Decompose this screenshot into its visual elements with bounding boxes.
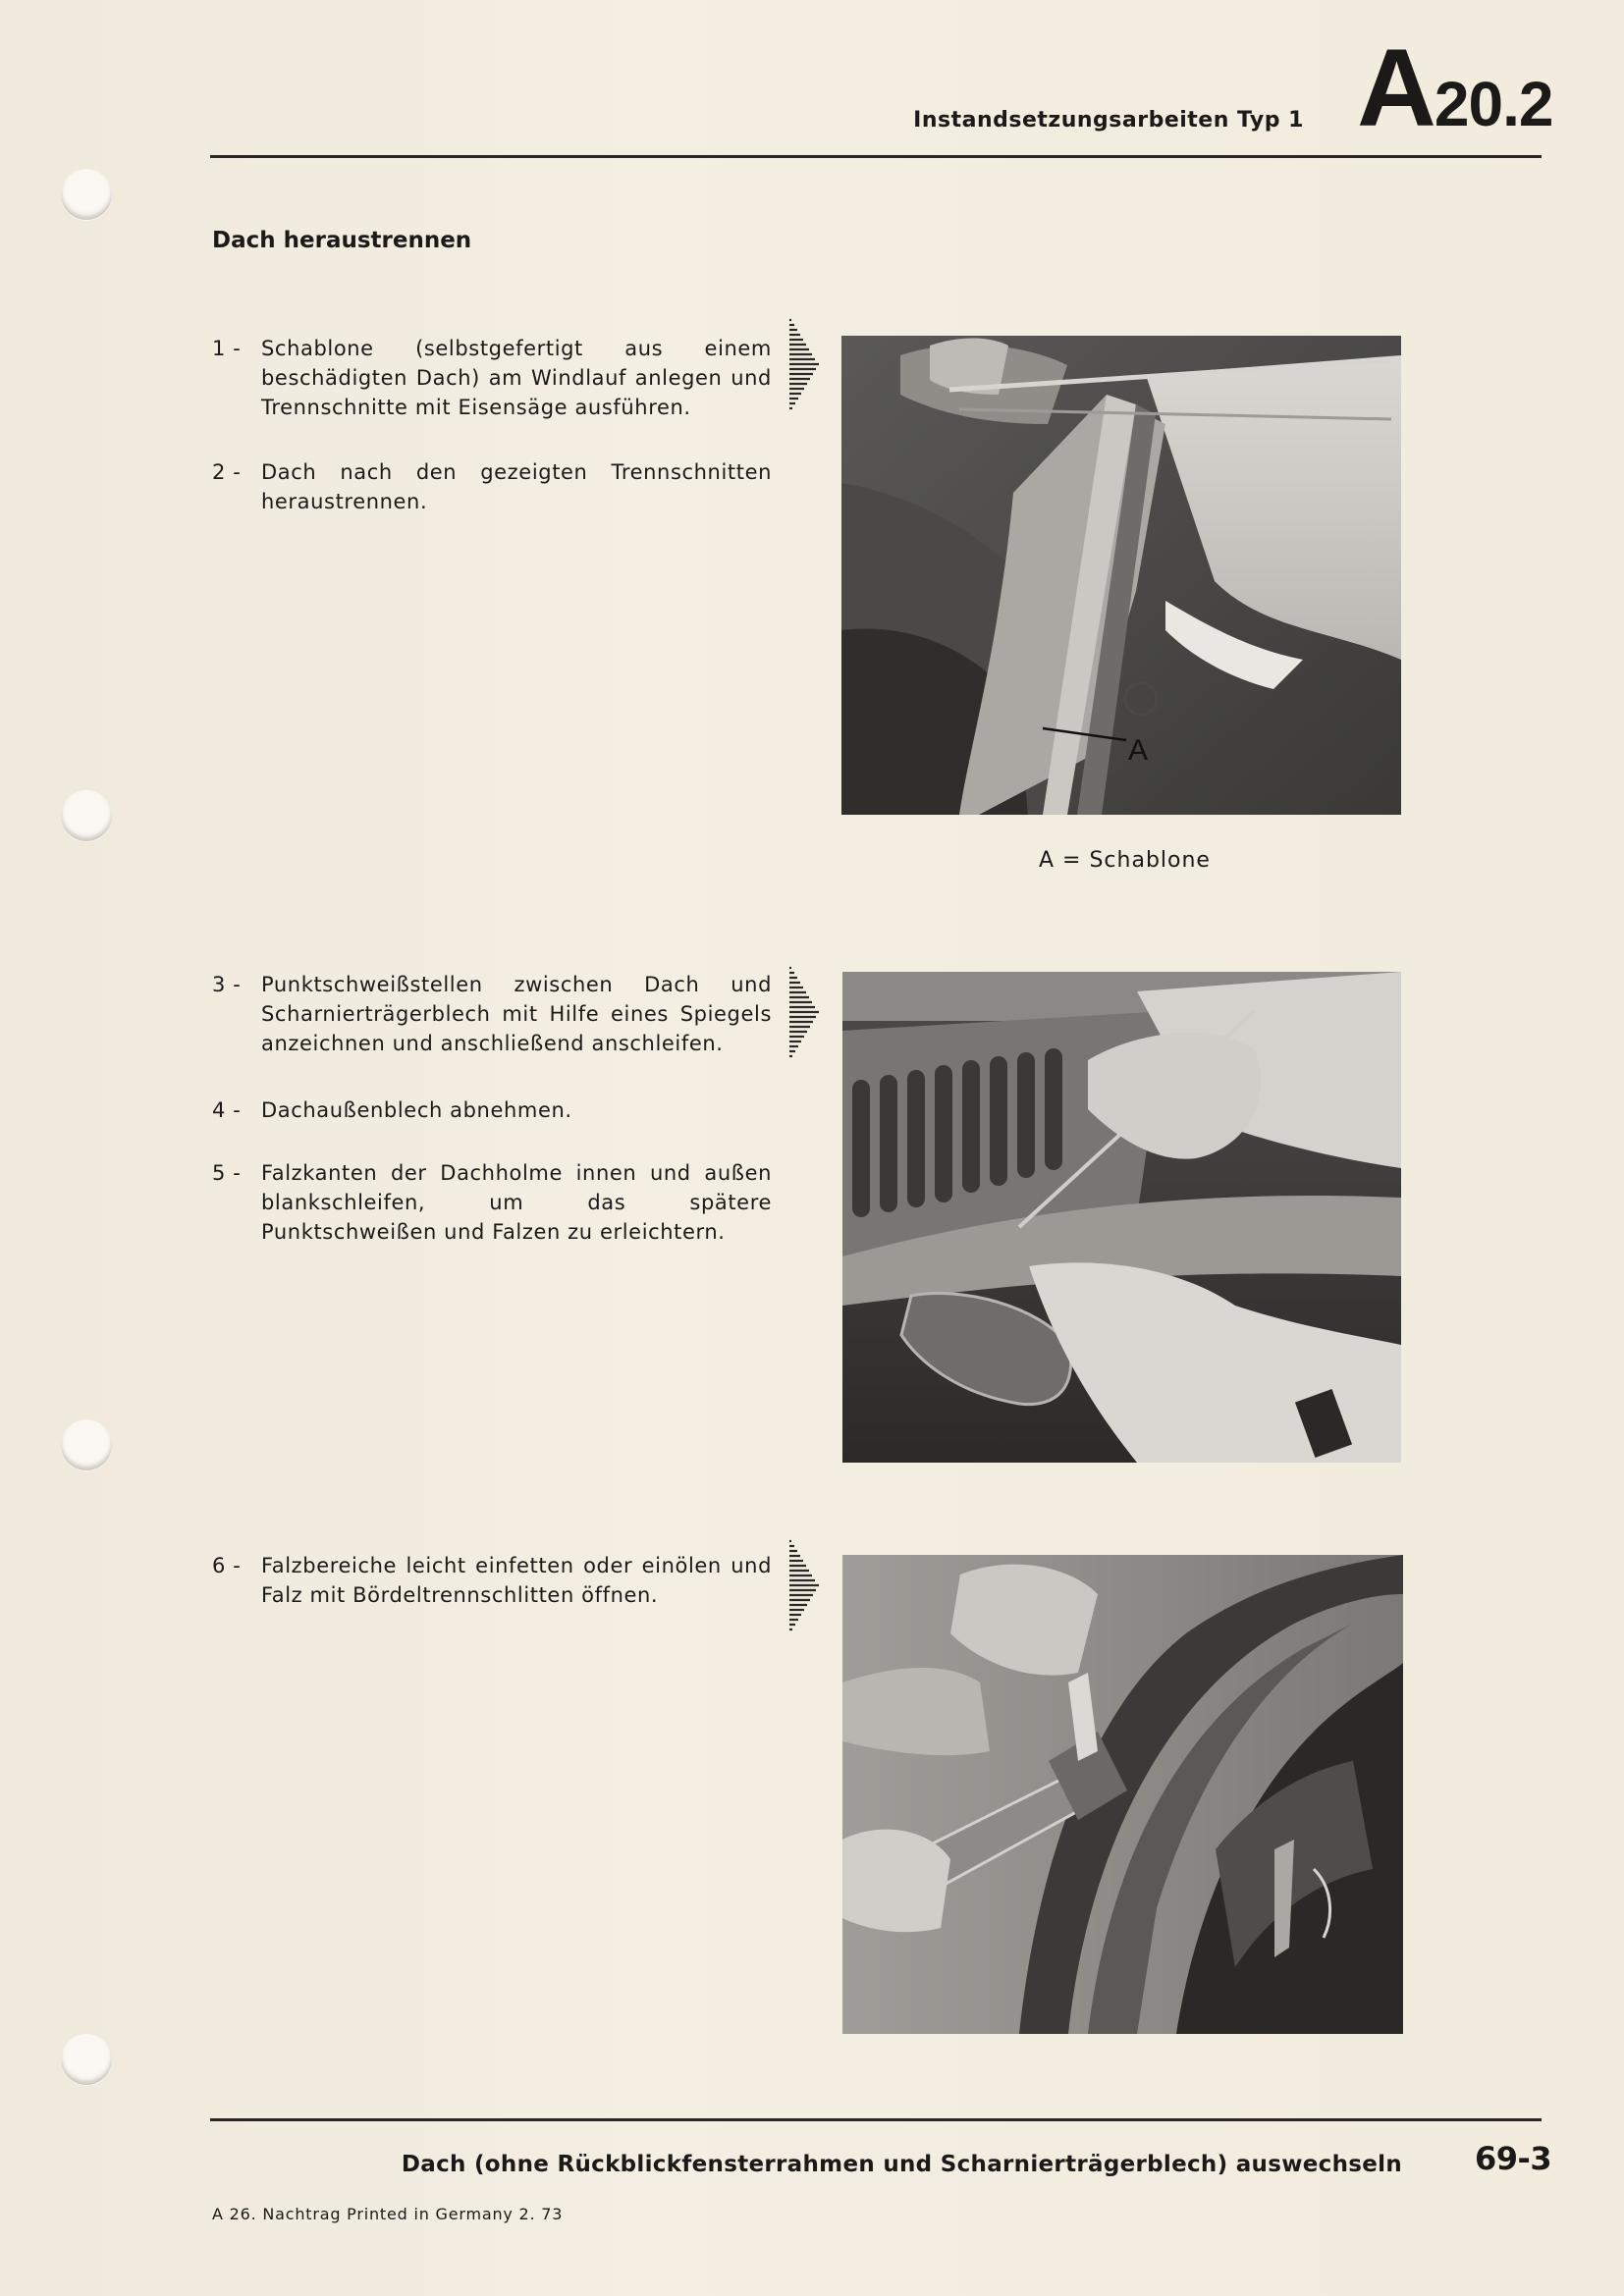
header-rule: [210, 155, 1542, 158]
photo-mirror-marking: [842, 972, 1401, 1463]
step-number: 4 -: [212, 1098, 242, 1122]
step-number: 2 -: [212, 460, 242, 484]
step-item: [212, 1551, 772, 1610]
photo-caption: A = Schablone: [1039, 848, 1211, 873]
binder-hole: [61, 790, 112, 841]
section-code: [1357, 27, 1553, 149]
section-title: Dach heraustrennen: [212, 228, 472, 253]
binder-hole: [61, 169, 112, 220]
step-text: Schablone (selbstgefertigt aus einem beschädigten Dach) am Windlauf anlegen und Trennschnitte mit Eisensäge ausführen.: [261, 337, 772, 419]
photo-label-a: A: [1128, 734, 1149, 767]
photo-template-saw: [841, 336, 1401, 815]
step-item: [212, 334, 772, 422]
step-number: 6 -: [212, 1554, 242, 1577]
step-text: Falzbereiche leicht einfetten oder einölen und Falz mit Bördeltrennschlitten öffnen.: [261, 1554, 772, 1607]
header-subtitle: Instandsetzungsarbeiten Typ 1: [913, 108, 1304, 133]
section-code-number: 20.2: [1434, 69, 1553, 139]
section-code-letter: A: [1357, 27, 1435, 149]
print-info: A 26. Nachtrag Printed in Germany 2. 73: [212, 2205, 564, 2223]
photo-seam-opening: [842, 1555, 1403, 2034]
step-number: 5 -: [212, 1161, 242, 1185]
step-number: 1 -: [212, 337, 242, 360]
page-number: 69-3: [1475, 2140, 1552, 2177]
step-item: [212, 970, 772, 1058]
footer-title: Dach (ohne Rückblickfensterrahmen und Scharnierträgerblech) auswechseln: [401, 2152, 1402, 2177]
step-text: Punktschweißstellen zwischen Dach und Scharnierträgerblech mit Hilfe eines Spiegels anzeichnen und anschließend anschleifen.: [261, 973, 772, 1055]
footer-rule: [210, 2118, 1542, 2121]
step-item: [212, 1095, 772, 1125]
arrow-right-icon: [788, 318, 822, 414]
binder-hole: [61, 1419, 112, 1470]
binder-hole: [61, 2034, 112, 2085]
arrow-right-icon: [788, 966, 822, 1062]
arrow-right-icon: [788, 1539, 822, 1635]
step-text: Dach nach den gezeigten Trennschnitten heraustrennen.: [261, 460, 772, 513]
step-item: [212, 457, 772, 516]
step-text: Falzkanten der Dachholme innen und außen blankschleifen, um das spätere Punktschweißen und Falzen zu erleichtern.: [261, 1161, 772, 1244]
step-text: Dachaußenblech abnehmen.: [261, 1098, 572, 1122]
step-item: [212, 1158, 772, 1247]
step-number: 3 -: [212, 973, 242, 996]
